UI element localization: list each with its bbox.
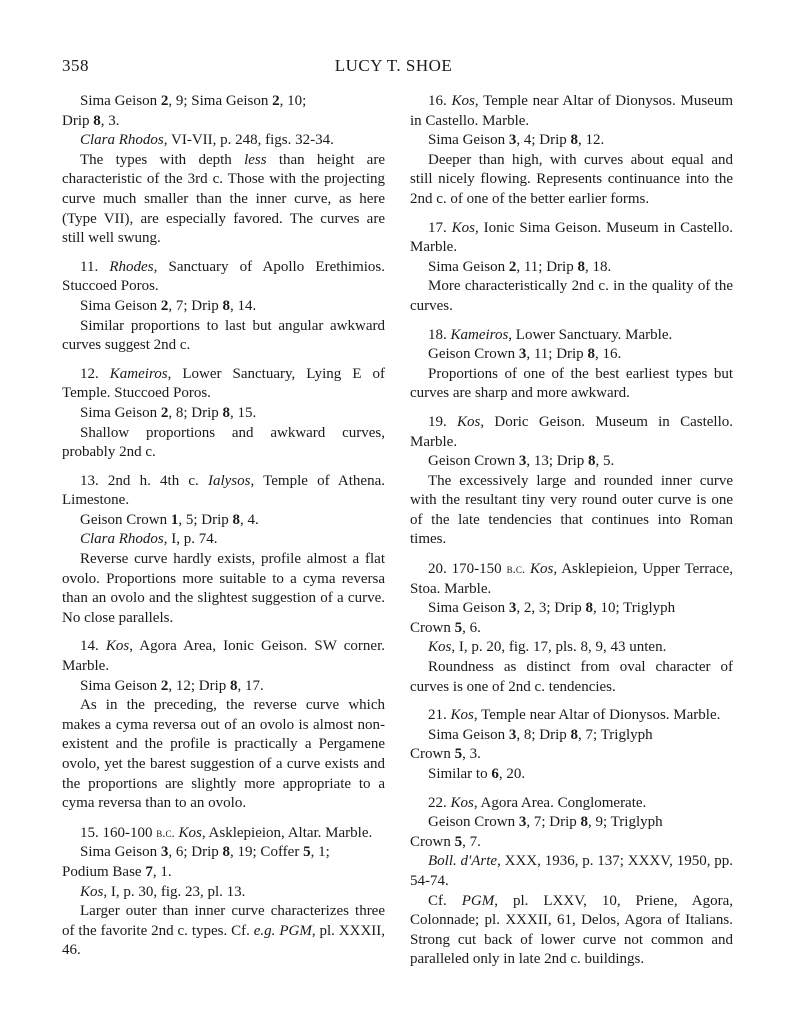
- moulding-refs: Sima Geison 3, 8; Drip 8, 7; Triglyph: [428, 726, 653, 743]
- entry-13: [62, 472, 385, 629]
- entry-11: [62, 258, 385, 356]
- entry-12: [62, 365, 385, 463]
- entry-heading: 14. Kos, Agora Area, Ionic Geison. SW corner. Marble.: [62, 638, 386, 675]
- moulding-refs-2: Drip 8, 3.: [62, 112, 120, 129]
- commentary: Larger outer than inner curve characterizes three of the favorite 2nd c. types. Cf. e.g. PGM, pl. XXXII, 46.: [62, 903, 386, 959]
- moulding-refs: Geison Crown 1, 5; Drip 8, 4.: [80, 511, 259, 528]
- entry-15: [62, 823, 385, 961]
- entry-heading: 21. Kos, Temple near Altar of Dionysos. Marble.: [428, 707, 721, 724]
- commentary: Similar to 6, 20.: [428, 766, 526, 782]
- bibliography: Kos, I, p. 30, fig. 23, pl. 13.: [80, 883, 246, 900]
- moulding-refs: Sima Geison 2, 7; Drip 8, 14.: [80, 297, 257, 314]
- commentary: The excessively large and rounded inner curve with the resultant tiny very round outer curve is one of the late tendencies that continues into Roman times.: [410, 472, 733, 548]
- moulding-refs: Geison Crown 3, 13; Drip 8, 5.: [428, 453, 615, 470]
- entry-18: [410, 326, 733, 404]
- entry-heading: 11. Rhodes, Sanctuary of Apollo Erethimios. Stuccoed Poros.: [62, 258, 385, 295]
- moulding-refs: Sima Geison 2, 11; Drip 8, 18.: [428, 258, 612, 275]
- commentary: Deeper than high, with curves about equal and still nicely flowing. Represents continuance into the 2nd c. of one of the better earlier forms.: [410, 151, 733, 207]
- moulding-refs: Geison Crown 3, 7; Drip 8, 9; Triglyph: [428, 814, 663, 831]
- entry-heading: 19. Kos, Doric Geison. Museum in Castello. Marble.: [410, 413, 733, 450]
- moulding-refs: Sima Geison 3, 6; Drip 8, 19; Coffer 5, 1;: [80, 844, 330, 861]
- entry-22: [410, 794, 733, 970]
- moulding-refs-2: Crown 5, 3.: [410, 746, 481, 763]
- entry-heading: 16. Kos, Temple near Altar of Dionysos. Museum in Castello. Marble.: [410, 93, 734, 129]
- moulding-refs: Geison Crown 3, 11; Drip 8, 16.: [428, 346, 622, 363]
- entry-heading: 15. 160-100 b.c. Kos, Asklepieion, Altar. Marble.: [80, 824, 373, 841]
- running-header: [62, 56, 725, 80]
- moulding-refs-2: Crown 5, 7.: [410, 833, 481, 850]
- running-title: LUCY T. SHOE: [334, 56, 453, 75]
- commentary: Shallow proportions and awkward curves, probably 2nd c.: [62, 424, 385, 461]
- commentary: More characteristically 2nd c. in the quality of the curves.: [410, 278, 733, 314]
- bibliography: Clara Rhodos, VI-VII, p. 248, figs. 32-34.: [80, 132, 334, 149]
- entry-continued: [62, 92, 385, 249]
- entry-21: [410, 706, 733, 784]
- bibliography: Clara Rhodos, I, p. 74.: [80, 531, 218, 548]
- commentary: Reverse curve hardly exists, profile almost a flat ovolo. Proportions more suitable to a cyma reversa than an ovolo and the slightest suggestion of a curve. No close parallels.: [62, 551, 385, 626]
- commentary: Cf. PGM, pl. LXXV, 10, Priene, Agora, Colonnade; pl. XXXII, 61, Delos, Agora of Italians. Strong cut back of lower curve not common and paralleled only in late 2nd c. buildings.: [410, 892, 734, 968]
- moulding-refs: Sima Geison 2, 9; Sima Geison 2, 10;: [80, 93, 307, 109]
- commentary: Roundness as distinct from oval character of curves is one of 2nd c. tendencies.: [410, 659, 733, 695]
- entry-20: [410, 559, 733, 697]
- entry-17: [410, 219, 733, 317]
- entry-heading: 13. 2nd h. 4th c. Ialysos, Temple of Athena. Limestone.: [62, 472, 386, 509]
- moulding-refs-2: Podium Base 7, 1.: [62, 863, 172, 880]
- moulding-refs: Sima Geison 3, 4; Drip 8, 12.: [428, 132, 605, 149]
- moulding-refs: Sima Geison 2, 12; Drip 8, 17.: [80, 677, 264, 694]
- left-column: [62, 92, 385, 970]
- entry-16: [410, 92, 733, 210]
- commentary: The types with depth less than height are characteristic of the 3rd c. Those with the projecting curve much smaller than the inner curve, as here (Type VII), are especially favored. The curves are still well swung.: [62, 151, 385, 247]
- right-column: [410, 92, 733, 979]
- commentary: Similar proportions to last but angular awkward curves suggest 2nd c.: [62, 317, 385, 354]
- commentary: Proportions of one of the best earliest types but curves are sharp and more awkward.: [410, 365, 733, 402]
- entry-heading: 12. Kameiros, Lower Sanctuary, Lying E of Temple. Stuccoed Poros.: [62, 365, 386, 402]
- entry-14: [62, 637, 385, 813]
- commentary: As in the preceding, the reverse curve which makes a cyma reversa out of an ovolo is almost non-existent and the profile is practically a Pergamene ovolo, yet the barest suggestion of a curve exists and the proportions are slightly more appropriate to a cyma reversa than to an ovolo.: [62, 697, 385, 812]
- entry-heading: 18. Kameiros, Lower Sanctuary. Marble.: [428, 326, 673, 343]
- moulding-refs-2: Crown 5, 6.: [410, 619, 481, 636]
- bibliography: Boll. d'Arte, XXX, 1936, p. 137; XXXV, 1950, pp. 54-74.: [410, 853, 734, 889]
- page-number: 358: [62, 56, 89, 75]
- entry-heading: 17. Kos, Ionic Sima Geison. Museum in Castello. Marble.: [410, 219, 734, 256]
- entry-19: [410, 413, 733, 550]
- entry-heading: 20. 170-150 b.c. Kos, Asklepieion, Upper Terrace, Stoa. Marble.: [410, 561, 733, 597]
- entry-heading: 22. Kos, Agora Area. Conglomerate.: [428, 794, 647, 811]
- moulding-refs: Sima Geison 3, 2, 3; Drip 8, 10; Triglyph: [428, 600, 676, 617]
- moulding-refs: Sima Geison 2, 8; Drip 8, 15.: [80, 404, 257, 421]
- bibliography: Kos, I, p. 20, fig. 17, pls. 8, 9, 43 unten.: [428, 639, 667, 656]
